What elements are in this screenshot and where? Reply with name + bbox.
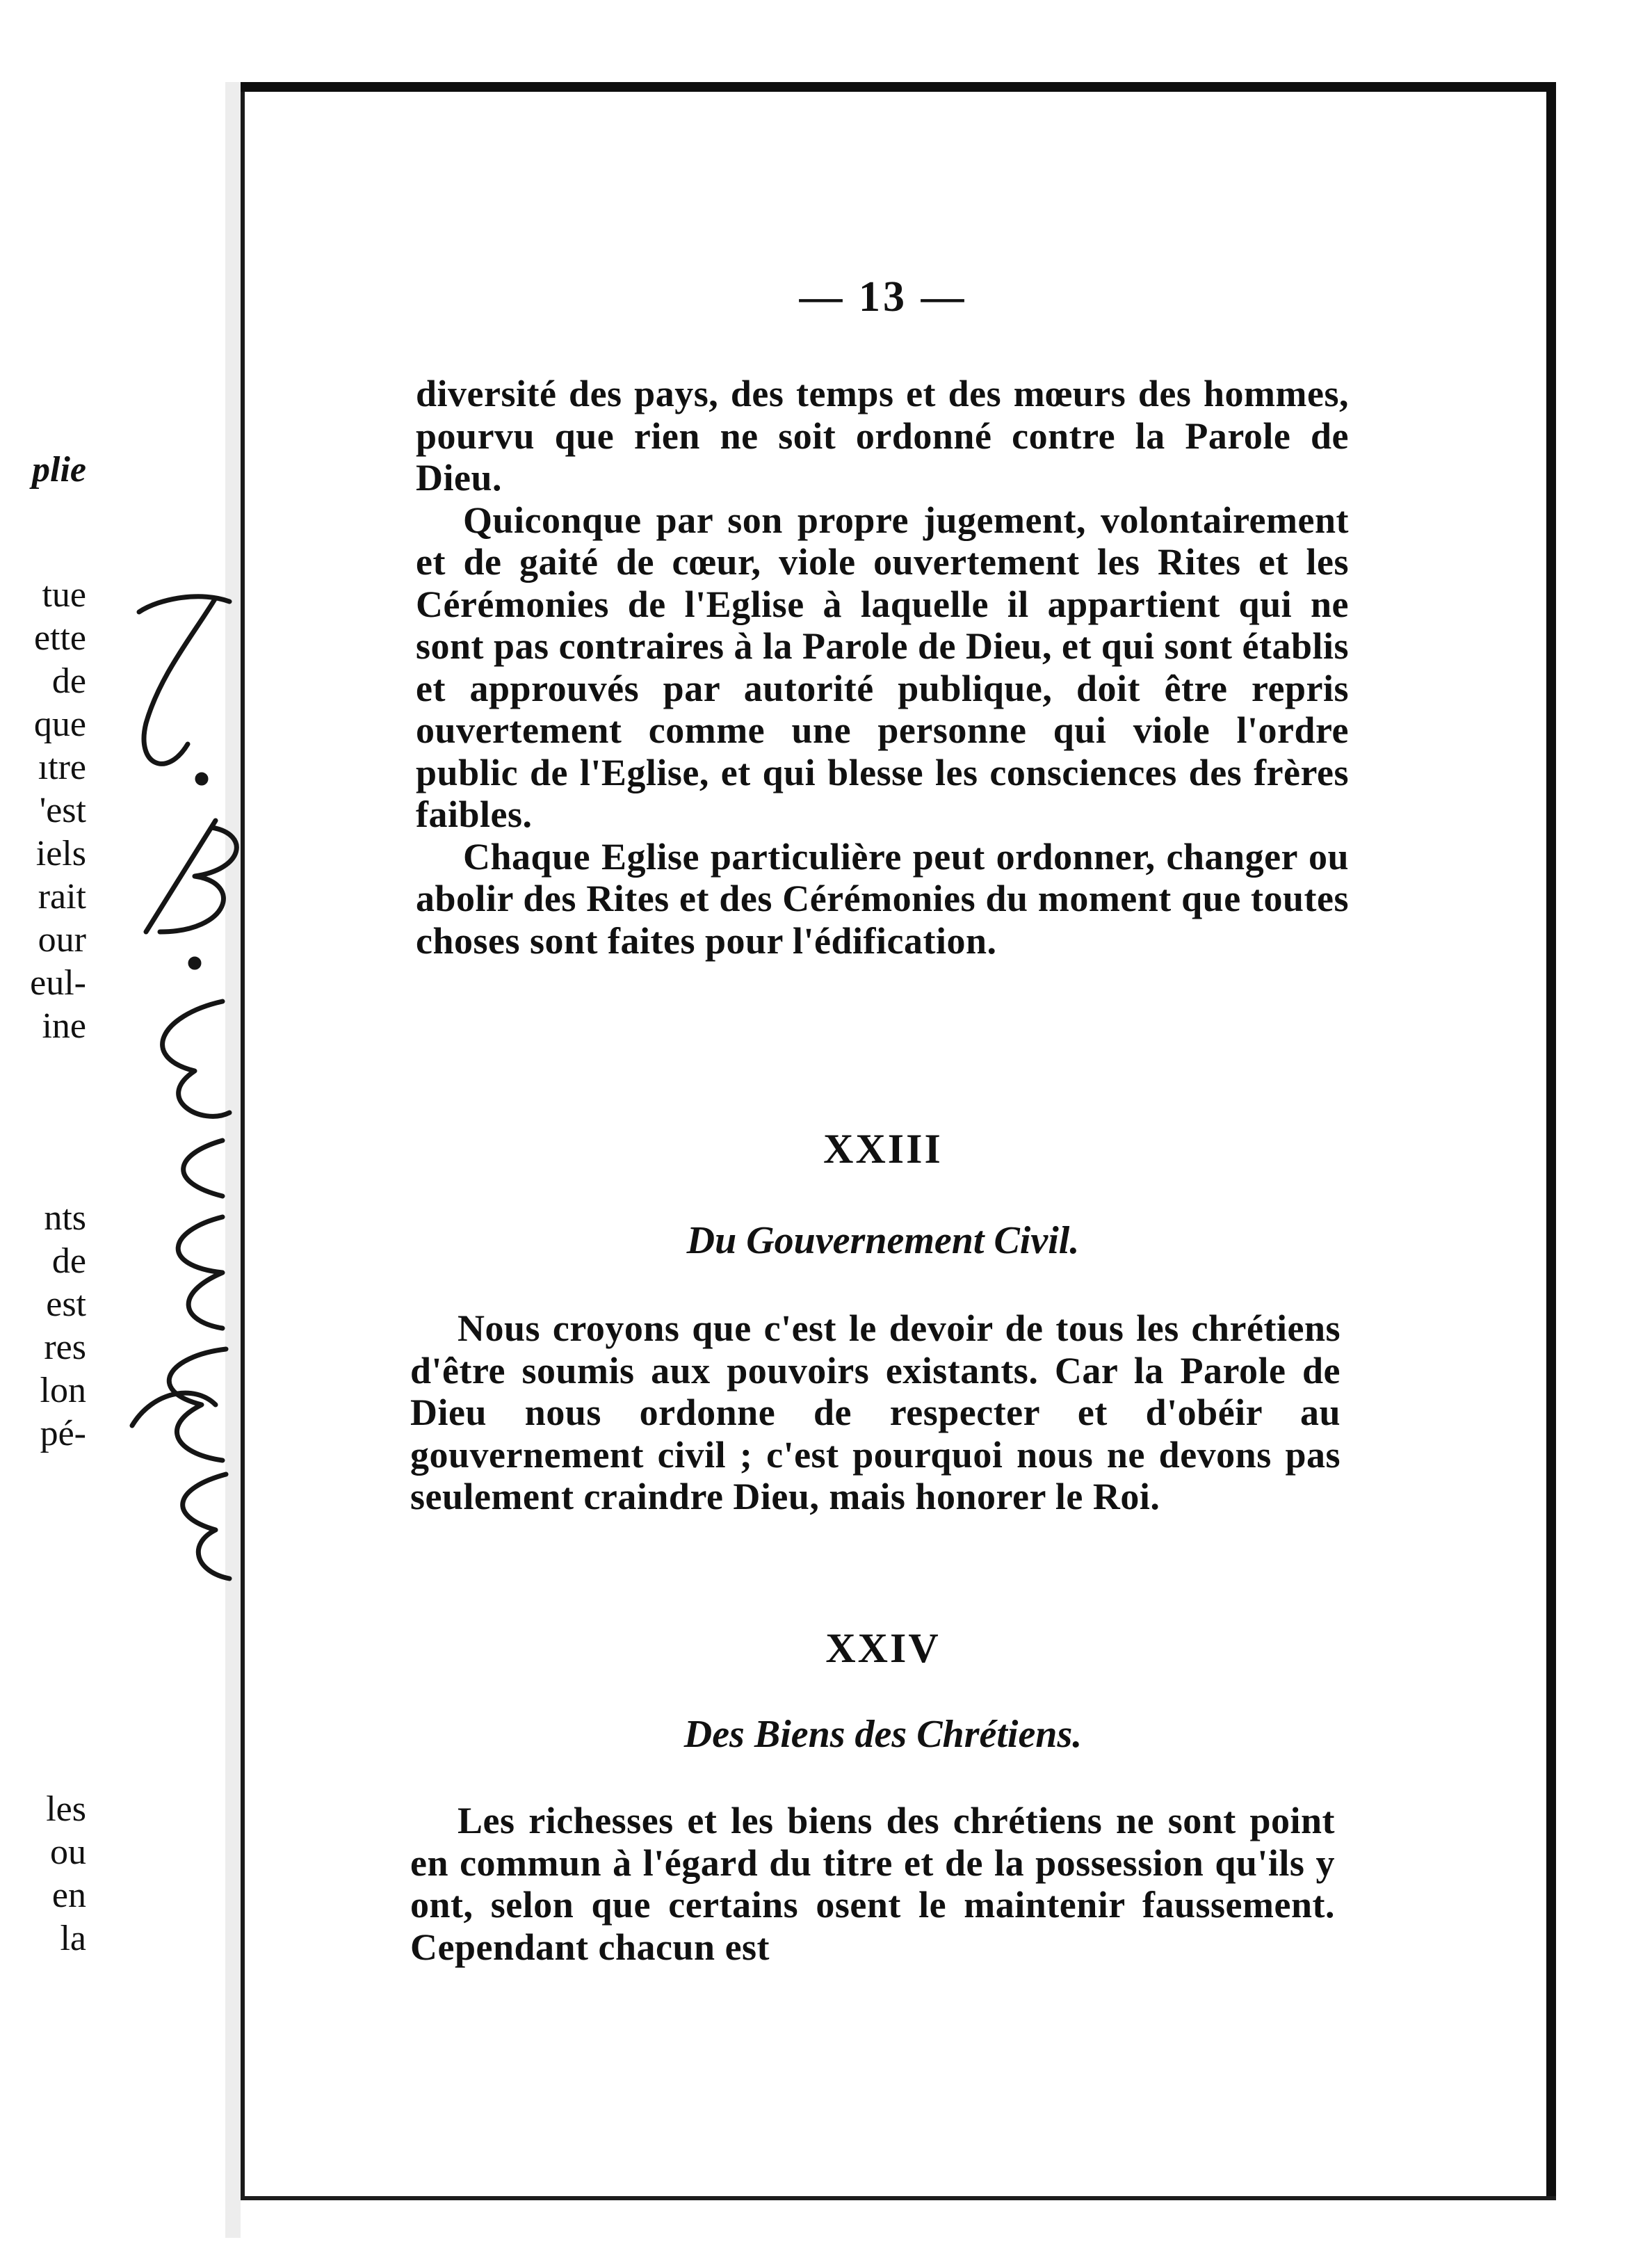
left-line: est	[46, 1284, 86, 1324]
page-number: — 13 —	[799, 273, 967, 321]
left-line: les	[46, 1789, 86, 1829]
left-line: res	[44, 1328, 86, 1367]
left-line: ıtre	[38, 748, 86, 787]
left-line: nts	[44, 1198, 86, 1238]
page-bottom-edge	[241, 2196, 1556, 2200]
left-line: rait	[38, 877, 86, 917]
left-line: ine	[42, 1006, 86, 1046]
article-title: Du Gouvernement Civil.	[686, 1219, 1080, 1262]
left-line: la	[60, 1919, 86, 1958]
left-line: tue	[42, 575, 86, 615]
article-number: XXIV	[825, 1625, 941, 1671]
paragraph: Les richesses et les biens des chrétiens ne sont point en commun à l'égard du titre et de la possession qu'ils y ont, selon que certains osent le maintenir faussement. Cependant chacun est	[410, 1800, 1335, 1968]
paragraph: Quiconque par son propre jugement, volontairement et de gaité de cœur, viole ouvertement les Rites et les Cérémonies de l'Eglise à laquelle il appartient qui ne sont pas contraires à la Parole de Dieu, et qui sont établis et approuvés par autorité publique, doit être repris ouvertement comme une personne qui viole l'ordre public de l'Eglise, et qui blesse les consciences des frères faibles.	[416, 499, 1350, 835]
left-line: 'est	[39, 791, 86, 830]
left-line: que	[33, 704, 86, 744]
paragraph: diversité des pays, des temps et des mœurs des hommes, pourvu que rien ne soit ordonné contre la Parole de Dieu.	[416, 373, 1349, 499]
left-heading-fragment: plie	[32, 450, 86, 490]
left-line: our	[38, 920, 86, 960]
handwritten-signature	[56, 570, 264, 1613]
article-xxiv-body	[410, 1800, 1335, 1968]
paragraph: Chaque Eglise particulière peut ordonner, changer ou abolir des Rites et des Cérémonies du moment que toutes choses sont faites pour l'édification.	[416, 835, 1349, 962]
article-title: Des Biens des Chrétiens.	[683, 1713, 1083, 1756]
paragraph: Nous croyons que c'est le devoir de tous les chrétiens d'être soumis aux pouvoirs existants. Car la Parole de Dieu nous ordonne de respecter et d'obéir au gouvernement civil ; c'est pourquoi nous ne devons pas seulement craindre Dieu, mais honorer le Roi.	[410, 1307, 1341, 1517]
left-line: de	[51, 661, 86, 701]
left-line: lon	[40, 1371, 86, 1410]
left-line: ette	[33, 618, 86, 658]
left-line: ou	[50, 1832, 86, 1872]
left-line: en	[51, 1876, 86, 1915]
left-line: iels	[35, 834, 86, 873]
article-number: XXIII	[823, 1126, 943, 1172]
article-xxiii-body	[410, 1307, 1341, 1518]
left-line: de	[51, 1241, 86, 1281]
article-xxii-continuation	[416, 373, 1349, 962]
left-line: eul-	[30, 963, 86, 1003]
left-line: pé-	[40, 1414, 86, 1453]
